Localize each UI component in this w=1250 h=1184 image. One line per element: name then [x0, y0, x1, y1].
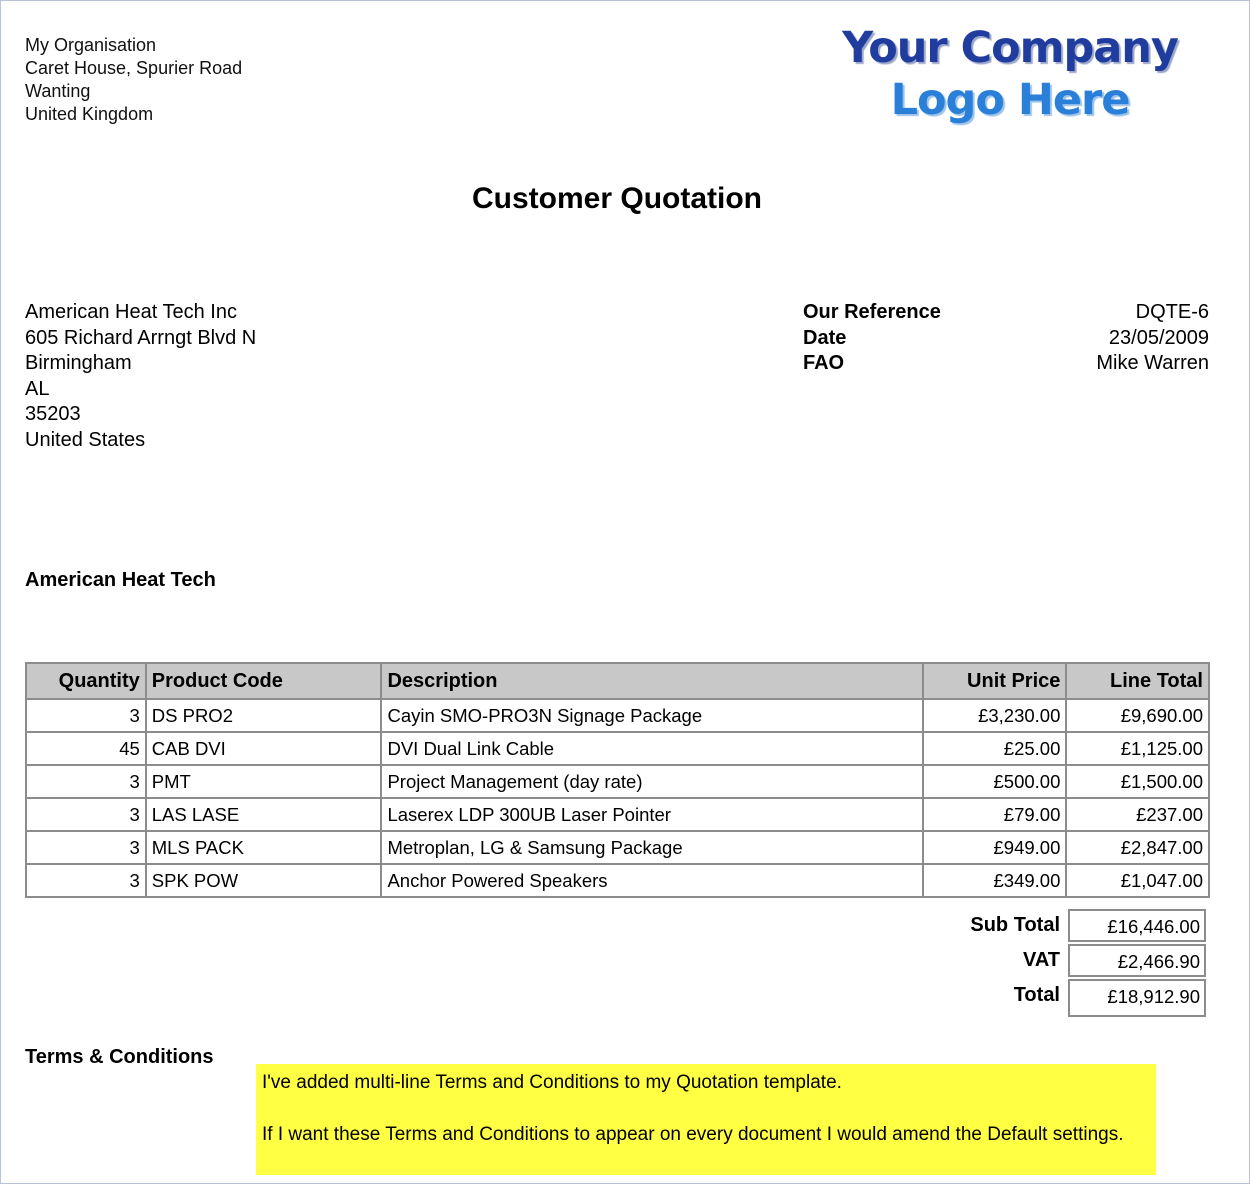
- total-label: Total: [1013, 984, 1060, 1006]
- cell-product-code: CAB DVI: [146, 732, 382, 765]
- customer-name: American Heat Tech: [25, 569, 216, 591]
- cell-unit-price: £3,230.00: [923, 699, 1067, 732]
- table-row: [26, 732, 1209, 765]
- terms-label: Terms & Conditions: [25, 1046, 214, 1068]
- header-quantity: Quantity: [26, 663, 146, 699]
- cell-unit-price: £949.00: [923, 831, 1067, 864]
- customer-country: United States: [25, 428, 146, 451]
- cell-quantity: 3: [26, 831, 146, 864]
- logo-line-2: Logo Here: [890, 75, 1130, 125]
- reference-row: [803, 300, 1209, 326]
- cell-unit-price: £25.00: [923, 732, 1067, 765]
- table-row: [26, 765, 1209, 798]
- cell-line-total: £2,847.00: [1066, 831, 1209, 864]
- reference-block: [803, 300, 1209, 377]
- org-country: United Kingdom: [25, 104, 154, 124]
- org-name: My Organisation: [25, 35, 157, 55]
- cell-line-total: £1,500.00: [1066, 765, 1209, 798]
- cell-product-code: PMT: [146, 765, 382, 798]
- customer-company: American Heat Tech Inc: [25, 301, 237, 323]
- table-header-row: [26, 663, 1209, 699]
- cell-quantity: 3: [26, 765, 146, 798]
- header-description: Description: [381, 663, 922, 699]
- terms-paragraph-2: If I want these Terms and Conditions to appear on every document I would amend the Default settings.: [262, 1124, 1124, 1145]
- fao-label: FAO: [803, 352, 845, 375]
- customer-street: 605 Richard Arrngt Blvd N: [25, 326, 257, 349]
- cell-description: DVI Dual Link Cable: [381, 732, 922, 765]
- customer-state: AL: [25, 377, 50, 400]
- customer-zip: 35203: [25, 403, 81, 426]
- line-items-table: [25, 662, 1210, 898]
- fao-value: Mike Warren: [1096, 352, 1209, 375]
- cell-description: Laserex LDP 300UB Laser Pointer: [381, 798, 922, 831]
- cell-line-total: £1,047.00: [1066, 864, 1209, 897]
- terms-box: [256, 1064, 1156, 1175]
- cell-description: Cayin SMO-PRO3N Signage Package: [381, 699, 922, 732]
- vat-value: £2,466.90: [1068, 944, 1206, 977]
- cell-line-total: £1,125.00: [1066, 732, 1209, 765]
- sub-total-value: £16,446.00: [1068, 909, 1206, 942]
- org-street: Caret House, Spurier Road: [25, 58, 243, 78]
- cell-product-code: MLS PACK: [146, 831, 382, 864]
- date-row: [803, 326, 1209, 352]
- logo-line-1: Your Company: [842, 23, 1178, 73]
- header-line-total: Line Total: [1066, 663, 1209, 699]
- terms-paragraph-1: I've added multi-line Terms and Conditions to my Quotation template.: [262, 1072, 842, 1093]
- org-town: Wanting: [25, 81, 91, 101]
- cell-unit-price: £349.00: [923, 864, 1067, 897]
- header-product-code: Product Code: [146, 663, 382, 699]
- table-row: [26, 864, 1209, 897]
- vat-label: VAT: [1022, 949, 1060, 971]
- cell-unit-price: £500.00: [923, 765, 1067, 798]
- company-logo: [800, 22, 1220, 126]
- cell-product-code: LAS LASE: [146, 798, 382, 831]
- cell-quantity: 3: [26, 798, 146, 831]
- fao-row: [803, 351, 1209, 377]
- cell-description: Project Management (day rate): [381, 765, 922, 798]
- cell-quantity: 45: [26, 732, 146, 765]
- organisation-address: [25, 34, 242, 126]
- reference-label: Our Reference: [803, 301, 941, 323]
- total-value: £18,912.90: [1068, 979, 1206, 1017]
- document-title: Customer Quotation: [472, 182, 762, 215]
- cell-quantity: 3: [26, 864, 146, 897]
- cell-description: Anchor Powered Speakers: [381, 864, 922, 897]
- cell-line-total: £237.00: [1066, 798, 1209, 831]
- customer-address: [25, 300, 256, 454]
- cell-quantity: 3: [26, 699, 146, 732]
- cell-unit-price: £79.00: [923, 798, 1067, 831]
- customer-city: Birmingham: [25, 352, 132, 375]
- reference-value: DQTE-6: [1135, 301, 1209, 323]
- cell-description: Metroplan, LG & Samsung Package: [381, 831, 922, 864]
- date-label: Date: [803, 326, 847, 349]
- cell-line-total: £9,690.00: [1066, 699, 1209, 732]
- header-unit-price: Unit Price: [923, 663, 1067, 699]
- date-value: 23/05/2009: [1108, 326, 1209, 349]
- table-row: [26, 831, 1209, 864]
- cell-product-code: SPK POW: [146, 864, 382, 897]
- sub-total-label: Sub Total: [970, 914, 1060, 936]
- table-row: [26, 699, 1209, 732]
- cell-product-code: DS PRO2: [146, 699, 382, 732]
- table-row: [26, 798, 1209, 831]
